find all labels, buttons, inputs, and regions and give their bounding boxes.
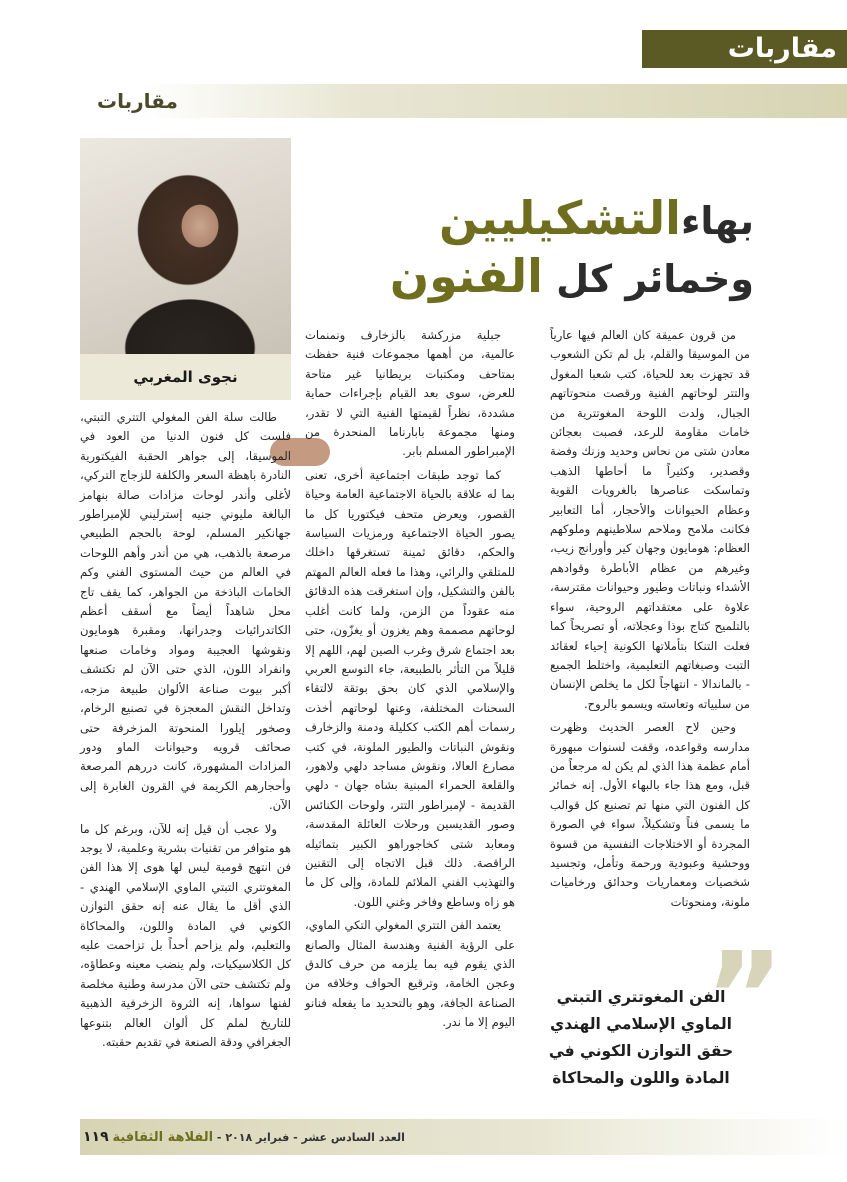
title-word-dark-2: وخمائر كل — [556, 257, 754, 301]
article-title-line-1 — [439, 192, 754, 247]
pull-quote-line: الفن المغوتتري التبتي — [556, 988, 726, 1006]
title-word-accent-1: التشكيليين — [439, 191, 681, 245]
text-column-middle — [305, 326, 515, 1037]
paragraph: من قرون عميقة كان العالم فيها عارياً من الموسيقا والقلم، بل لم تكن الشعوب قد تجهزت بعد للحياة، كتب شعبا المغول والتتر لوحاتهم الفنية ورقصت منحوتاتهم الجبال، ولدت اللوحة المغوتترية من خامات مقاومة للرعد، فصبت بعجائن معادن شتى من نحاس وحديد وزنك وفضة وقصدير، وكثيراً ما أحاطها الذهب وتماسكت عناصرها بالغرويات القوية وعظام الحيوانات والأحجار، أما التعابير فكانت ملامح وملاحم سلاطينهم وملوكهم العظام: هومايون وجهان كير وأورانج زيب، وغيرهم من عظام الأباطرة وقوادهم الأشداء ونباتات وطيور وحيوانات مقترسة، علاوة على معتقداتهم الروحية، سواء بالتلميح كتاج بوذا وعجلاته، أو تصريحاً كما فعلت التنكا بتأملاتها الكونية إحياء لعقائد التبت وصبغاتهم التعليمية، واختلط الجميع - بالماندالا - انتهاجاً لكل ما يخلص الإنسان من سلبياته وتعاسته ويسمو بالروح. — [550, 328, 750, 711]
paragraph: ولا عجب أن قيل إنه للآن، وبرغم كل ما هو متوافر من تقنيات بشرية وعلمية، لا يوجد فن انتهج قومية ليس لها هوى إلا هذا الفن المغوتتري التبتي الماوي الإسلامي الهندي - الذي أقل ما يقال عنه إنه حقق التوازن الكوني في المادة واللون، والمحاكاة والتعليم، ولم يزاحم أحداً بل تزاحمت عليه كل الكلاسيكيات، ولم ينضب معينه وعطاؤه، ولم تكتشف حتى الآن مدرسة وطنية مخلصة لفنها سواها، إنه الثروة الزخرفية الذهبية للتاريخ لملم كل ألوان العالم بتنوعها الجغرافي ودقة الصنعة في تقديم حقبته. — [80, 821, 291, 1049]
paragraph: وحين لاح العصر الحديث وظهرت مدارسه وقواعده، وقفت لسنوات مبهورة أمام عظمة هذا الذي لم يكن له مرجعاً من قبل، ومع هذا جاء بالبهاء الأول. إنه خمائر كل الفنون التي منها تم تصنيع كل قوالب ما يسمى فناً وتشكيلاً، سواء في الصورة المجردة أو الاختلاجات النفسية من قسوة ووحشية وعبودية ورحمة وتأمل، وتجسيد شخصيات ومعماريات وحدائق ورخاميات ملونة، ومنحوتات — [550, 720, 750, 909]
section-header-bar — [80, 84, 847, 118]
section-header-label: مقاربات — [97, 89, 178, 113]
footer-brand: الفلاهة الثقافية — [112, 1130, 214, 1145]
paragraph: جبلية مزركشة بالزخارف ونمنمات عالمية، من أهمها مجموعات فنية حفظت بمتاحف ومكتبات بريطانيا غير متاحة للعرض، سوى بعد القيام بإجراءات حماية مشددة، نظراً لقيمتها الفنية التي لا تقدر، ومنها مجموعة بابارناما المنحدرة من الإمبراطور المسلم بابر. — [305, 328, 515, 459]
paragraph: يعتمد الفن التتري المغولي التكي الماوي، على الرؤية الفنية وهندسة المثال والصانع الذي يقوم فيه بما يلزمه من حرف كالدق وعجن الخامة، وترقيع الحواف وخلافه من الصناعة الجافة، وهو بالتحديد ما يفعله فنانو اليوم إلا ما ندر. — [305, 918, 515, 1030]
pull-quote-line: الماوي الإسلامي الهندي — [550, 1015, 732, 1033]
pull-quote — [520, 984, 762, 1092]
text-column-left — [80, 408, 291, 1056]
page-number: ١١٩ — [83, 1129, 109, 1145]
author-name: نجوى المغربي — [80, 354, 291, 400]
title-word-accent-2: الفنون — [389, 249, 543, 303]
pull-quote-line: حقق التوازن الكوني في — [548, 1042, 734, 1060]
paragraph: كما توجد طبقات اجتماعية أخرى، تعنى بما له علاقة بالحياة الاجتماعية العامة وحياة القصور، ويعرض متحف فيكتوريا كل ما يصور الحياة الاجتماعية ورمزيات السياسة والحكم، دقائق ثمينة تستغرقها داخلك للمتلقي والرائي، وهذا ما فعله العالم المهتم بالفن والتشكيل، وإن استغرقت هذه الدقائق منه عقوداً من الزمن، ولما كانت أغلب لوحاتهم مصممة وهم يغزون أو يغزّون، حتى بعد اجتماع شرق وغرب الصين لهم، اللهم إلا قليلاً من التأثر بالطبيعة، جاء التوسع العربي والإسلامي الذي كان بحق بوتقة لالتقاء السحنات المختلفة، وعنها لوحاتهم أخذت رسمات أهم الكتب ككليلة ودمنة والزخارف ونقوش النباتات والطيور الملونة، في كتب مصارع العالا، ونقوش مساجد دلهي ولاهور، والقلعة الحمراء المبنية بشاه جهان - دلهي القديمة - لإمبراطور التتر، ولوحات الكنائس وصور القديسين ورحلات العائلة المقدسة، ومعابد شتى كخاجوراهو الكبير بتماثيله الراقصة. ذلك قبل الاتجاه إلى التقنين والتهذيب الفني الملائم للمادة، وإلى كل ما هو زاه وساطع وفاخر وغني اللون. — [305, 467, 515, 909]
author-photo — [80, 138, 291, 354]
quote-mark-icon: ” — [705, 928, 784, 1067]
article-title-line-2 — [390, 250, 754, 305]
section-tab — [642, 30, 847, 68]
pull-quote-line: المادة واللون والمحاكاة — [552, 1069, 730, 1087]
title-word-dark-1: بهاء — [680, 199, 754, 243]
footer-issue: العدد السادس عشر - فبراير ٢٠١٨ - — [216, 1131, 405, 1144]
section-tab-label: مقاربات — [727, 33, 837, 64]
text-column-right — [550, 326, 750, 916]
paragraph: طالت سلة الفن المغولي التتري التبتي، فلست كل فنون الدنيا من العود في الموسيقا، إلى جواهر الحقبة الفيكتورية النادرة باهظة السعر والكلفة للزجاج التركي، لأغلى وأندر لوحات مزادات صالة بنهامز البالغة مليوني جنيه إسترليني للإمبراطور جهانكير المسلم، لوحة بالحجم الطبيعي مرصعة بالذهب، هي من أندر وأهم اللوحات في العالم من حيث المستوى الفني وكم الخامات الباذخة من الجواهر، كما يقف تاج محل شاهداً أيضاً مع أسقف أعظم الكاتدرائيات وجدرانها، ومقبرة هومايون ونقوشها العجيبة ومواد وخامات صنعها وانفراد اللون، الذي حتى الآن لم تكتشف أكبر بيوت صناعة الألوان طبيعة مزجه، وتداخل النقش المعجزة في تصنيع الرخام، وصخور إيلورا المنحوتة المزخرفة حتى صحائف قرويه وحيوانات الماو ودور المزادات المشهورة، كانت دررهم المرصعة وأحجارهم الكريمة في القرون الغابرة إلى الآن. — [80, 410, 291, 813]
footer — [83, 1126, 405, 1149]
